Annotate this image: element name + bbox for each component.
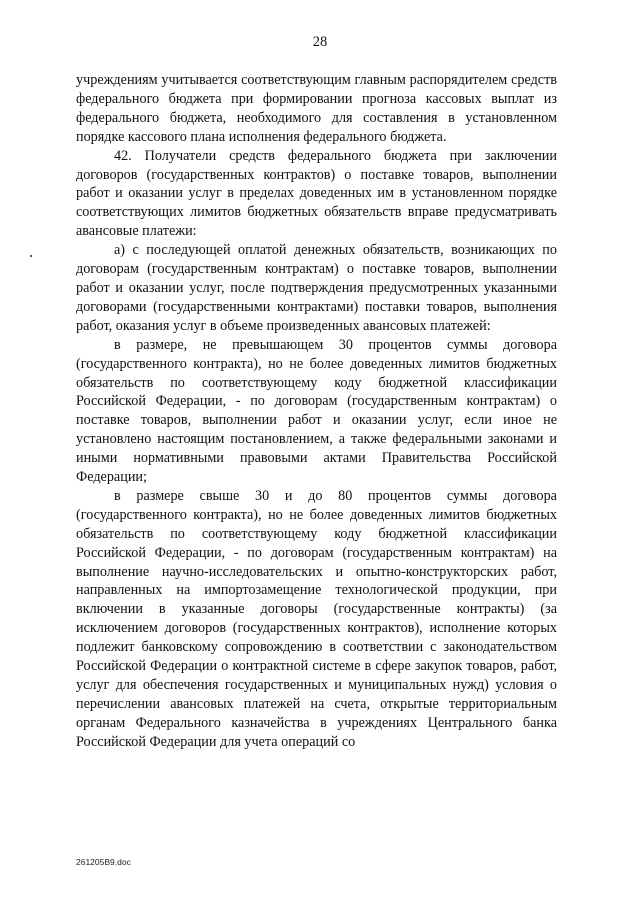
document-filename: 261205B9.doc — [76, 857, 131, 867]
document-body — [76, 71, 557, 752]
paragraph-continuation: учреждениям учитывается соответствующим главным распорядителем средств федерального бюджета при формировании прогноза кассовых выплат из федерального бюджета, необходимого для составления в установленном порядке кассового плана исполнения федерального бюджета. — [76, 72, 557, 145]
margin-mark — [30, 255, 32, 257]
paragraph-advance-30-percent: в размере, не превышающем 30 процентов суммы договора (государственного контракта), но не более доведенных лимитов бюджетных обязательств по соответствующему коду бюджетной классификации Российской Федерации, - по договорам (государственным контрактам) о поставке товаров, выполнении работ и оказании услуг, если иное не установлено настоящим постановлением, а также федеральными законами и иными нормативными правовыми актами Правительства Российской Федерации; — [76, 336, 557, 486]
paragraph-subclause-a: а) с последующей оплатой денежных обязательств, возникающих по договорам (государственным контрактам) о поставке товаров, выполнении работ и оказании услуг, после подтверждения предусмотренных указанными договорами (государственными контрактами) поставки товаров, выполнения работ, оказания услуг в объеме произведенных авансовых платежей: — [76, 242, 557, 334]
paragraph-clause-42: 42. Получатели средств федерального бюджета при заключении договоров (государственных контрактов) о поставке товаров, выполнении работ и оказании услуг в пределах доведенных им в установленном порядке соответствующих лимитов бюджетных обязательств вправе предусматривать авансовые платежи: — [76, 147, 557, 240]
page-number: 28 — [312, 34, 328, 50]
paragraph-advance-30-80-percent: в размере свыше 30 и до 80 процентов суммы договора (государственного контракта), но не более доведенных лимитов бюджетных обязательств по соответствующему коду бюджетной классификации Российской Федерации, - по договорам (государственным контрактам) на выполнение научно-исследовательских и опытно-конструкторских работ, направленных на импортозамещение технологической продукции, при включении в указанные договоры (государственные контракты) (за исключением договоров (государственных контрактов), исполнение которых подлежит банковскому сопровождению в соответствии с законодательством Российской Федерации о контрактной системе в сфере закупок товаров, работ, услуг для обеспечения государственных и муниципальных нужд) условия о перечислении авансовых платежей на счета, открытые территориальным органам Федерального казначейства в учреждениях Центрального банка Российской Федерации для учета операций со — [76, 487, 557, 750]
